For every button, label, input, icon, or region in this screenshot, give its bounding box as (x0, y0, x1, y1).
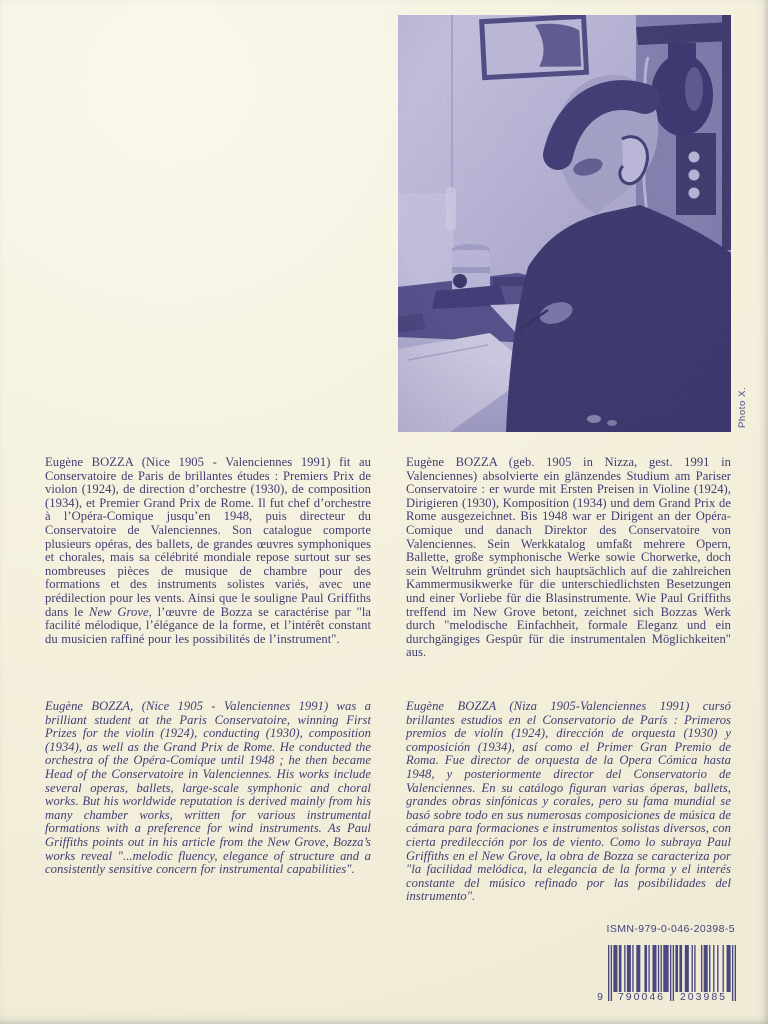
paragraph-french (45, 456, 371, 646)
paragraph-english: Eugène BOZZA, (Nice 1905 - Valenciennes 1991) was a brilliant student at the Paris Conservatoire, winning First Prizes for the violin (1924), conducting (1930), composition (1934), as well as the Grand Prix de Rome. He conducted the orchestra of the Opéra-Comique until 1948 ; he then became Head of the Conservatoire in Valenciennes. His works include several operas, ballets, large-scale symphonic and choral works. But his worldwide reputation is derived mainly from his many chamber works, written for various instrumental formations with a preference for wind instruments. As Paul Griffiths points out in his article from the New Grove, Bozza’s works reveal "...melodic fluency, elegance of structure and a consistently sensitive concern for instrumental capabilities". (45, 699, 371, 877)
french-text-tail: , l’œuvre de Bozza se caractérise par "la facilité mélodique, l’élégance de la forme, et l’intérêt constant du musicien raffiné pour les possibilités de l’instrument". (45, 604, 372, 646)
paragraph-spanish: Eugène BOZZA (Niza 1905-Valenciennes 1991) cursó brillantes estudios en el Conservatorio de París : Primeros premios de violín (1924), dirección de orquesta (1930) y composición (1934), así como el Primer Gran Premio de Roma. Fue director de orquesta de la Opera Cómica hasta 1948, y posteriormente director del Conservatorio de Valenciennes. En su catálogo figuran varias óperas, ballets, grandes obras sinfónicas y corales, pero su fama mundial se basó sobre todo en sus numerosas composiciones de música de cámara para formaciones e instrumentos solistas diversos, con cierta predilección por los de viento. Como lo subraya Paul Griffiths en el New Grove, la obra de Bozza se caracteriza por "la facilidad melódica, la elegancia de la forma y el interés constante del músico refinado por las posibilidades del instrumento". (406, 699, 731, 904)
ismn-number: ISMN-979-0-046-20398-5 (606, 923, 735, 935)
barcode-digits-left: 790046 (617, 991, 666, 1003)
ean-barcode (597, 945, 736, 1003)
photo-grain (398, 15, 731, 432)
french-text-lead: Eugène BOZZA (Nice 1905 - Valenciennes 1991) fit au Conservatoire de Paris de brillantes études : Premiers Prix de violon (1924), de direction d’orchestre (1930), de composition (1934), et Premier Grand Prix de Rome. Il fut chef d’orchestre à l’Opéra-Comique jusqu’en 1948, puis directeur du Conservatoire de Valenciennes. Son catalogue comporte plusieurs opéras, des ballets, de grandes œuvres symphoniques et chorales, mais sa célébrité mondiale repose surtout sur ses nombreuses pièces de musique de chambre pour des formations et des instruments solistes variés, avec une prédilection pour les vents. Ainsi que le souligne Paul Griffiths dans le (45, 455, 371, 619)
french-new-grove-title: New Grove (89, 604, 149, 619)
barcode-digit-first: 9 (597, 991, 603, 1003)
barcode-digits-right: 203985 (679, 991, 728, 1003)
paragraph-german: Eugène BOZZA (geb. 1905 in Nizza, gest. 1991 in Valenciennes) absolvierte ein glänzendes Studium am Pariser Conservatoire : er wurde mit Ersten Preisen in Violine (1924), Dirigieren (1930), Komposition (1934) und dem Grand Prix de Rome ausgezeichnet. Bis 1948 war er Dirigent an der Opéra-Comique und danach Direktor des Conservatoire von Valenciennes. Sein Werkkatalog umfaßt mehrere Opern, Ballette, große symphonische Werke sowie Chorwerke, doch sein Weltruhm gründet sich hauptsächlich auf die zahlreichen Kammermusikwerke für die unterschiedlichsten Besetzungen und einer Vorliebe für die Blasinstrumente. Wie Paul Griffiths treffend im New Grove betont, zeichnet sich Bozzas Werk durch "melodische Einfachheit, formale Eleganz und ein durchgängiges Gespür für die instrumentalen Möglichkeiten" aus. (406, 455, 731, 660)
bozza-photo (398, 15, 731, 432)
photo-credit: Photo X. (737, 386, 748, 428)
bozza-desk-photo-illustration (398, 15, 731, 432)
